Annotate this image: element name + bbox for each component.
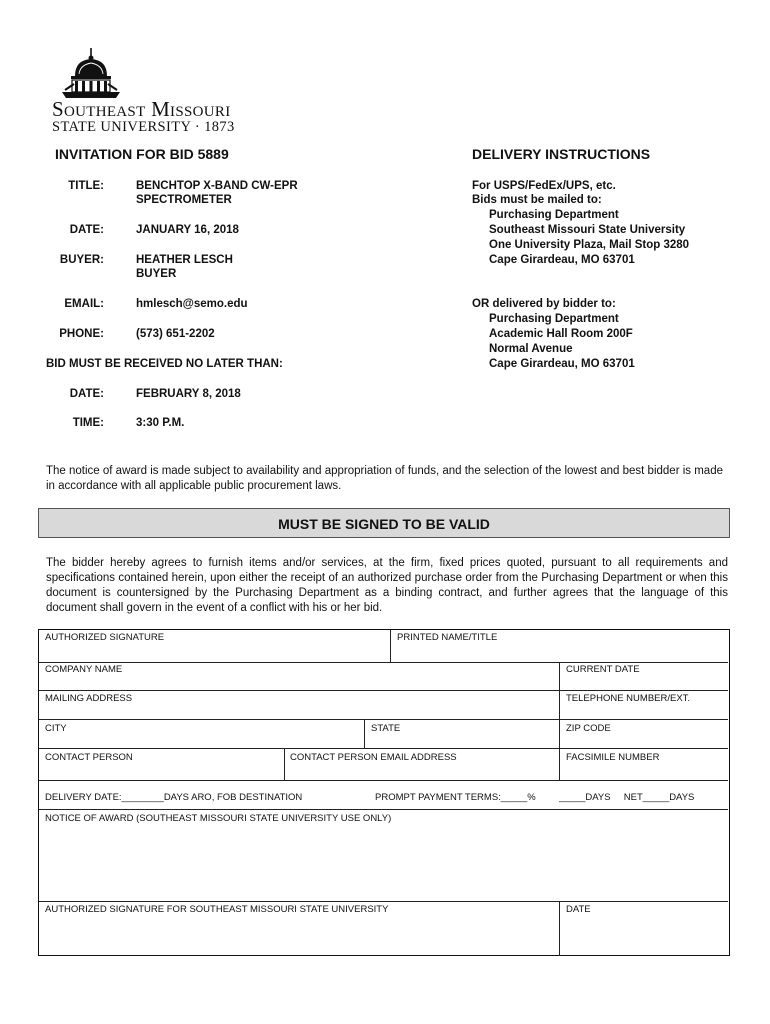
deadline-date-label: DATE: xyxy=(69,388,104,400)
contact-person-field[interactable]: CONTACT PERSON xyxy=(45,752,133,763)
university-signature-field: AUTHORIZED SIGNATURE FOR SOUTHEAST MISSOURI STATE UNIVERSITY xyxy=(45,904,389,915)
mail-address-line: Southeast Missouri State University xyxy=(489,224,686,236)
date-label: DATE: xyxy=(69,224,104,236)
telephone-field[interactable]: TELEPHONE NUMBER/EXT. xyxy=(566,693,691,704)
hand-address-line: Cape Girardeau, MO 63701 xyxy=(489,358,635,370)
delivery-heading: DELIVERY INSTRUCTIONS xyxy=(472,146,651,162)
phone-value: (573) 651-2202 xyxy=(136,328,215,340)
company-name-field[interactable]: COMPANY NAME xyxy=(45,664,123,675)
title-value-2: SPECTROMETER xyxy=(136,194,232,206)
state-field[interactable]: STATE xyxy=(371,723,401,734)
bidder-form xyxy=(38,629,730,956)
authorized-signature-field[interactable]: AUTHORIZED SIGNATURE xyxy=(45,632,165,643)
zip-field[interactable]: ZIP CODE xyxy=(566,723,611,734)
contact-email-field[interactable]: CONTACT PERSON EMAIL ADDRESS xyxy=(290,752,457,763)
printed-name-field[interactable]: PRINTED NAME/TITLE xyxy=(397,632,498,643)
payment-terms-field[interactable]: PROMPT PAYMENT TERMS:_____% xyxy=(375,792,536,803)
agreement-text: The bidder hereby agrees to furnish items and/or services, at the firm, fixed prices quoted, pursuant to all requirements and specifications contained herein, upon either the receipt of an authorized purchase order from the Purchasing Department or when this document is countersigned by the Purchasing Department as a binding contract, and further agrees that the language of this document shall govern in the event of a conflict with his or her bid. xyxy=(46,557,728,614)
current-date-field[interactable]: CURRENT DATE xyxy=(566,664,640,675)
academic-hall-dome-icon xyxy=(62,46,120,98)
hand-intro: OR delivered by bidder to: xyxy=(472,298,616,310)
mail-intro-2: Bids must be mailed to: xyxy=(472,194,602,206)
email-value[interactable]: hmlesch@semo.edu xyxy=(136,298,248,310)
buyer-role: BUYER xyxy=(136,268,177,280)
days-net-field[interactable]: _____DAYS NET_____DAYS xyxy=(559,792,695,803)
buyer-label: BUYER: xyxy=(59,254,104,266)
signature-banner: MUST BE SIGNED TO BE VALID xyxy=(38,508,730,538)
award-notice: The notice of award is made subject to availability and appropriation of funds, and the selection of the lowest and best bidder is made in accordance with all applicable public procurement laws. xyxy=(46,465,723,492)
email-label: EMAIL: xyxy=(64,298,104,310)
university-subtitle: STATE UNIVERSITY · 1873 xyxy=(52,119,235,135)
deadline-time-value: 3:30 P.M. xyxy=(136,417,185,429)
university-name: Southeast Missouri xyxy=(52,97,231,121)
mail-address-line: Purchasing Department xyxy=(489,209,619,221)
delivery-date-field[interactable]: DELIVERY DATE:________DAYS ARO, FOB DESTINATION xyxy=(45,792,303,803)
mail-address-line: Cape Girardeau, MO 63701 xyxy=(489,254,635,266)
city-field[interactable]: CITY xyxy=(45,723,67,734)
hand-address-line: Normal Avenue xyxy=(489,343,573,355)
hand-address-line: Academic Hall Room 200F xyxy=(489,328,633,340)
notice-of-award-field: NOTICE OF AWARD (SOUTHEAST MISSOURI STATE UNIVERSITY USE ONLY) xyxy=(45,813,392,824)
mail-address-line: One University Plaza, Mail Stop 3280 xyxy=(489,239,690,251)
phone-label: PHONE: xyxy=(59,328,104,340)
title-label: TITLE: xyxy=(68,180,104,192)
fax-field[interactable]: FACSIMILE NUMBER xyxy=(566,752,660,763)
bid-heading: INVITATION FOR BID 5889 xyxy=(55,146,229,162)
buyer-name: HEATHER LESCH xyxy=(136,254,233,266)
title-value-1: BENCHTOP X-BAND CW-EPR xyxy=(136,180,298,192)
date-value: JANUARY 16, 2018 xyxy=(136,224,239,236)
mail-intro-1: For USPS/FedEx/UPS, etc. xyxy=(472,180,616,192)
deadline-time-label: TIME: xyxy=(72,417,104,429)
deadline-date-value: FEBRUARY 8, 2018 xyxy=(136,388,241,400)
hand-address-line: Purchasing Department xyxy=(489,313,619,325)
deadline-heading: BID MUST BE RECEIVED NO LATER THAN: xyxy=(46,358,283,370)
mailing-address-field[interactable]: MAILING ADDRESS xyxy=(45,693,133,704)
university-date-field: DATE xyxy=(566,904,591,915)
